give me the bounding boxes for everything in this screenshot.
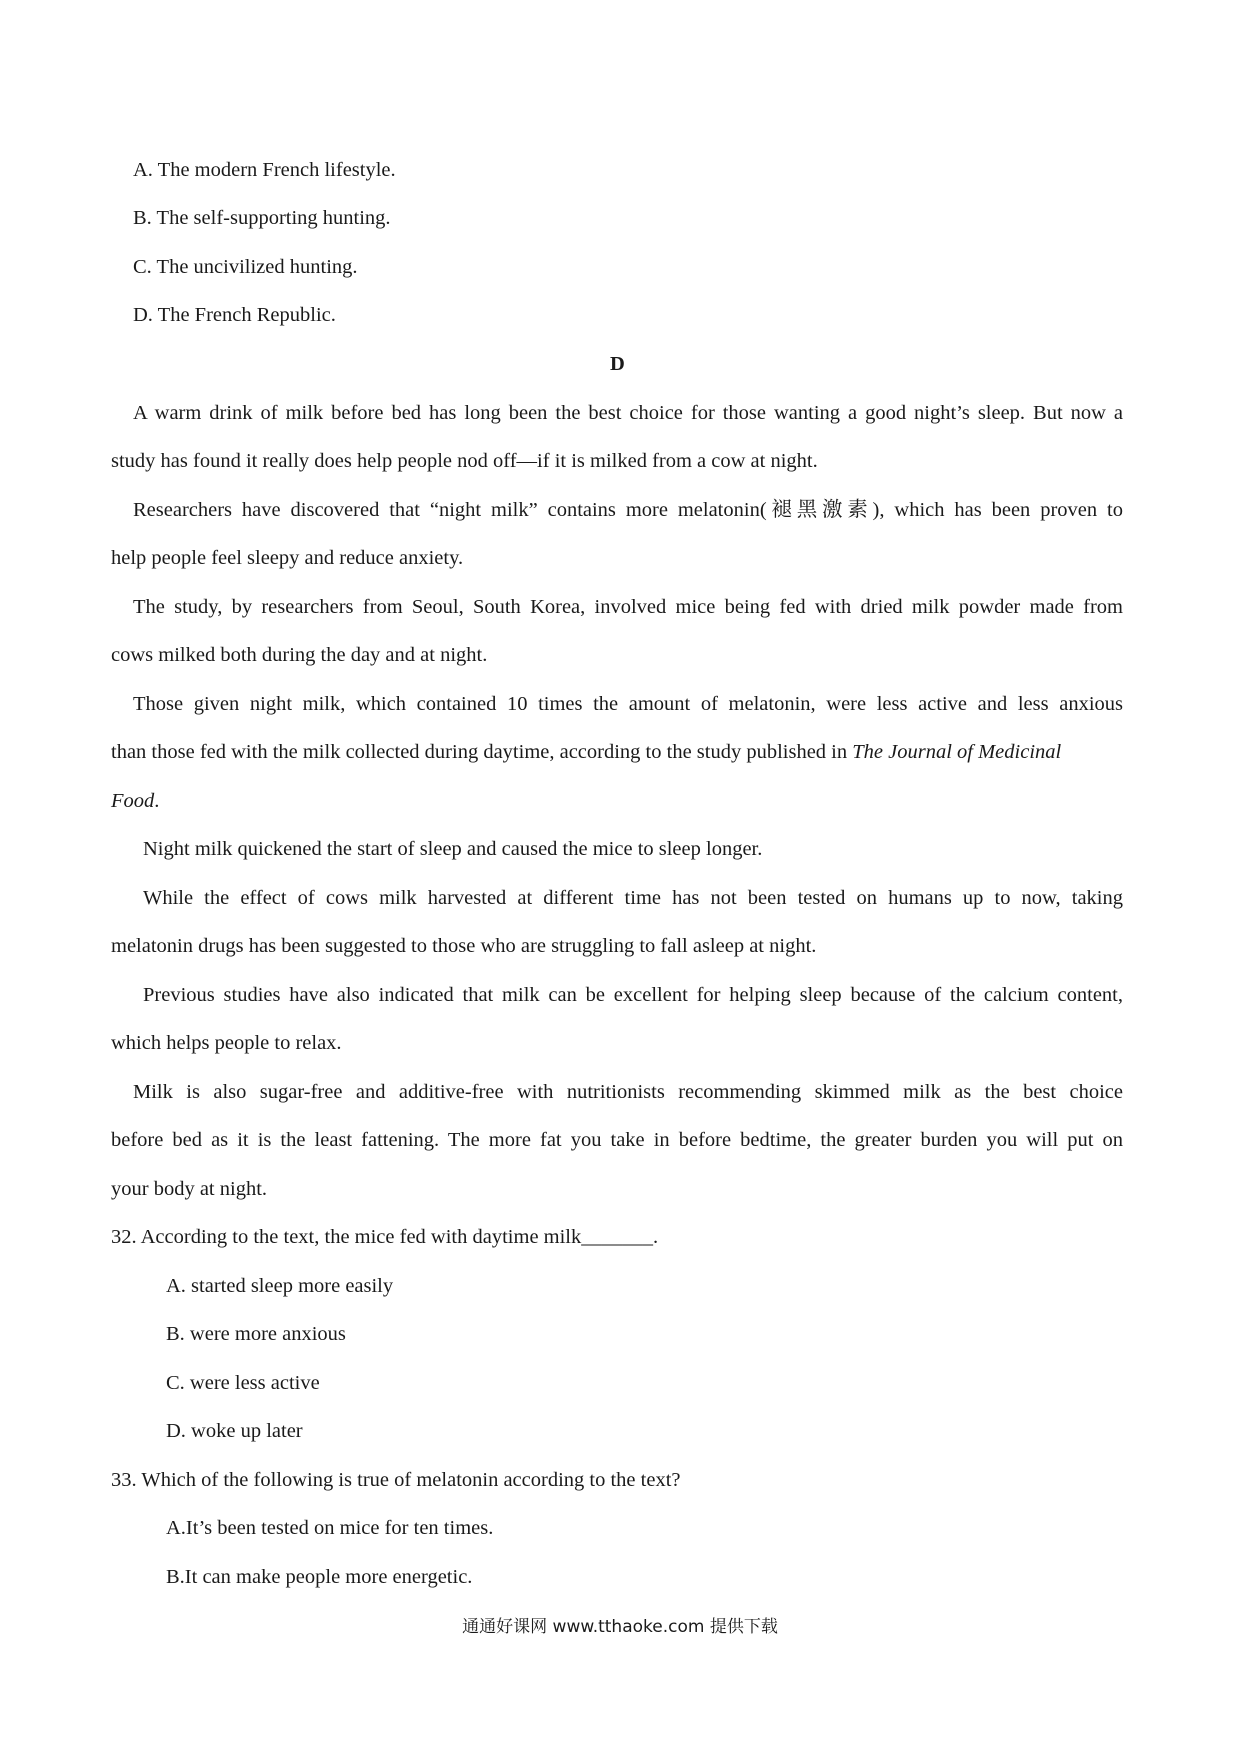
journal-title: The Journal of Medicinal — [852, 741, 1062, 763]
journal-title-end: Food — [111, 790, 155, 812]
prev-option-b: B. The self-supporting hunting. — [133, 207, 391, 229]
passage-p4-line3 — [111, 788, 159, 814]
question-32-stem: 32. According to the text, the mice fed with daytime milk_______. — [111, 1226, 659, 1248]
section-heading: D — [610, 353, 625, 375]
passage-p6-line1: While the effect of cows milk harvested at different time has not been tested on humans up to now, taking — [143, 887, 1123, 909]
question-32-option-b: B. were more anxious — [166, 1323, 346, 1345]
passage-p4-line3-period: . — [154, 790, 160, 812]
prev-option-d: D. The French Republic. — [133, 304, 336, 326]
passage-p7-line2: which helps people to relax. — [111, 1032, 342, 1054]
passage-p4-line2 — [111, 739, 1061, 765]
passage-p3-line1: The study, by researchers from Seoul, South Korea, involved mice being fed with dried milk powder made from — [133, 596, 1123, 618]
passage-p6-line2: melatonin drugs has been suggested to those who are struggling to fall asleep at night. — [111, 935, 817, 957]
passage-p3-line2: cows milked both during the day and at night. — [111, 644, 488, 666]
passage-p8-line2: before bed as it is the least fattening. The more fat you take in before bedtime, the greater burden you will put on — [111, 1129, 1123, 1151]
passage-p2-line1: Researchers have discovered that “night milk” contains more melatonin(褪黑激素), which has been proven to — [133, 499, 1123, 521]
passage-p2-line2: help people feel sleepy and reduce anxiety. — [111, 547, 464, 569]
question-33-option-a: A.It’s been tested on mice for ten times. — [166, 1517, 494, 1539]
question-32-option-a: A. started sleep more easily — [166, 1275, 394, 1297]
passage-p7-line1: Previous studies have also indicated that milk can be excellent for helping sleep because of the calcium content, — [143, 984, 1123, 1006]
passage-p4-line2-text: than those fed with the milk collected during daytime, according to the study published in — [111, 741, 848, 763]
prev-option-c: C. The uncivilized hunting. — [133, 256, 358, 278]
question-32-option-c: C. were less active — [166, 1372, 320, 1394]
page-footer: 通通好课网 www.tthaoke.com 提供下载 — [462, 1617, 778, 1637]
passage-p8-line1: Milk is also sugar-free and additive-free with nutritionists recommending skimmed milk as the best choice — [133, 1081, 1123, 1103]
question-33-stem: 33. Which of the following is true of melatonin according to the text? — [111, 1469, 681, 1491]
question-33-option-b: B.It can make people more energetic. — [166, 1566, 473, 1588]
passage-p4-line1: Those given night milk, which contained 10 times the amount of melatonin, were less active and less anxious — [133, 693, 1123, 715]
prev-option-a: A. The modern French lifestyle. — [133, 159, 396, 181]
question-32-option-d: D. woke up later — [166, 1420, 303, 1442]
passage-p5-line1: Night milk quickened the start of sleep and caused the mice to sleep longer. — [143, 838, 763, 860]
passage-p8-line3: your body at night. — [111, 1178, 268, 1200]
passage-p1-line2: study has found it really does help people nod off—if it is milked from a cow at night. — [111, 450, 818, 472]
passage-p1-line1: A warm drink of milk before bed has long been the best choice for those wanting a good night’s sleep. But now a — [133, 402, 1123, 424]
